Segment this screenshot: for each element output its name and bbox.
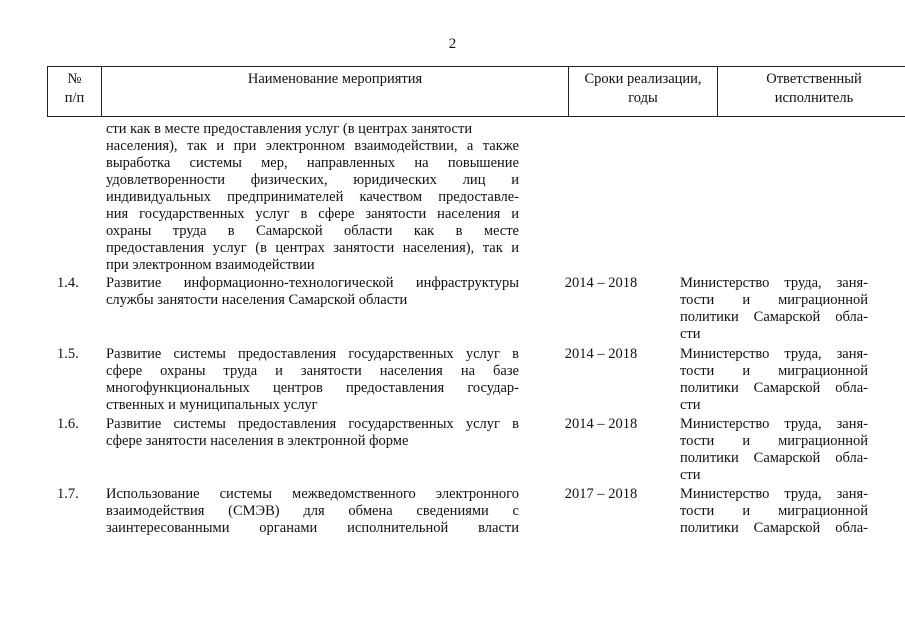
text-line: сти как в месте предоставления услуг (в центрах занятости xyxy=(106,121,473,137)
text-line: тости и миграционной xyxy=(680,503,868,519)
text-line: тости и миграционной xyxy=(680,363,868,379)
row-years: 2014 – 2018 xyxy=(564,346,638,362)
text-line: Использование системы межведомственного электронного xyxy=(106,486,519,502)
text-line: политики Самарской обла- xyxy=(680,450,868,466)
text-line: взаимодействия (СМЭВ) для обмена сведениями с xyxy=(106,503,519,519)
header-responsible-line2: исполнитель xyxy=(774,90,854,106)
text-line: политики Самарской обла- xyxy=(680,520,868,536)
row-name xyxy=(106,275,519,309)
row-name xyxy=(106,416,519,450)
text-line: сфере охраны труда и занятости населения на базе xyxy=(106,363,519,379)
row-years: 2014 – 2018 xyxy=(564,275,638,291)
row-responsible xyxy=(680,416,868,484)
continuation-text xyxy=(106,121,519,274)
header-num-line2: п/п xyxy=(64,90,85,106)
page-number: 2 xyxy=(448,36,457,52)
table-header xyxy=(47,66,905,117)
text-line: Министерство труда, заня- xyxy=(680,486,868,502)
text-line: Развитие информационно-технологической инфраструктуры xyxy=(106,275,519,291)
row-number: 1.5. xyxy=(57,346,79,362)
header-years xyxy=(569,67,717,116)
text-line: сти xyxy=(680,326,701,342)
header-name xyxy=(102,67,568,116)
text-line: охраны труда в Самарской области как в месте xyxy=(106,223,519,239)
text-line: Министерство труда, заня- xyxy=(680,346,868,362)
row-years: 2017 – 2018 xyxy=(564,486,638,502)
text-line: ственных и муниципальных услуг xyxy=(106,397,318,413)
text-line: Министерство труда, заня- xyxy=(680,275,868,291)
text-line: многофункциональных центров предоставления государ- xyxy=(106,380,519,396)
row-number: 1.6. xyxy=(57,416,79,432)
header-years-line2: годы xyxy=(628,90,658,106)
header-num-line1: № xyxy=(67,71,82,87)
text-line: заинтересованными органами исполнительной власти xyxy=(106,520,519,536)
text-line: при электронном взаимодействии xyxy=(106,257,315,273)
text-line: сфере занятости населения в электронной форме xyxy=(106,433,409,449)
text-line: населения), так и при электронном взаимодействии, а также xyxy=(106,138,519,154)
text-line: ния государственных услуг в сфере занятости населения и xyxy=(106,206,519,222)
text-line: индивидуальных предпринимателей качеством предоставле- xyxy=(106,189,519,205)
header-num xyxy=(48,67,101,116)
header-responsible xyxy=(718,67,905,116)
text-line: удовлетворенности физических, юридических лиц и xyxy=(106,172,519,188)
text-line: политики Самарской обла- xyxy=(680,380,868,396)
text-line: Министерство труда, заня- xyxy=(680,416,868,432)
text-line: Развитие системы предоставления государственных услуг в xyxy=(106,346,519,362)
text-line: предоставления услуг (в центрах занятости населения), так и xyxy=(106,240,519,256)
text-line: политики Самарской обла- xyxy=(680,309,868,325)
row-responsible xyxy=(680,346,868,414)
text-line: сти xyxy=(680,467,701,483)
row-years: 2014 – 2018 xyxy=(564,416,638,432)
row-name xyxy=(106,346,519,414)
text-line: тости и миграционной xyxy=(680,292,868,308)
header-responsible-line1: Ответственный xyxy=(766,71,862,87)
row-number: 1.4. xyxy=(57,275,79,291)
row-responsible xyxy=(680,486,868,537)
header-name-text: Наименование мероприятия xyxy=(247,71,423,87)
row-responsible xyxy=(680,275,868,343)
text-line: Развитие системы предоставления государственных услуг в xyxy=(106,416,519,432)
text-line: службы занятости населения Самарской области xyxy=(106,292,408,308)
header-years-line1: Сроки реализации, xyxy=(584,71,702,87)
text-line: сти xyxy=(680,397,701,413)
row-number: 1.7. xyxy=(57,486,79,502)
text-line: выработка системы мер, направленных на повышение xyxy=(106,155,519,171)
row-name xyxy=(106,486,519,537)
text-line: тости и миграционной xyxy=(680,433,868,449)
